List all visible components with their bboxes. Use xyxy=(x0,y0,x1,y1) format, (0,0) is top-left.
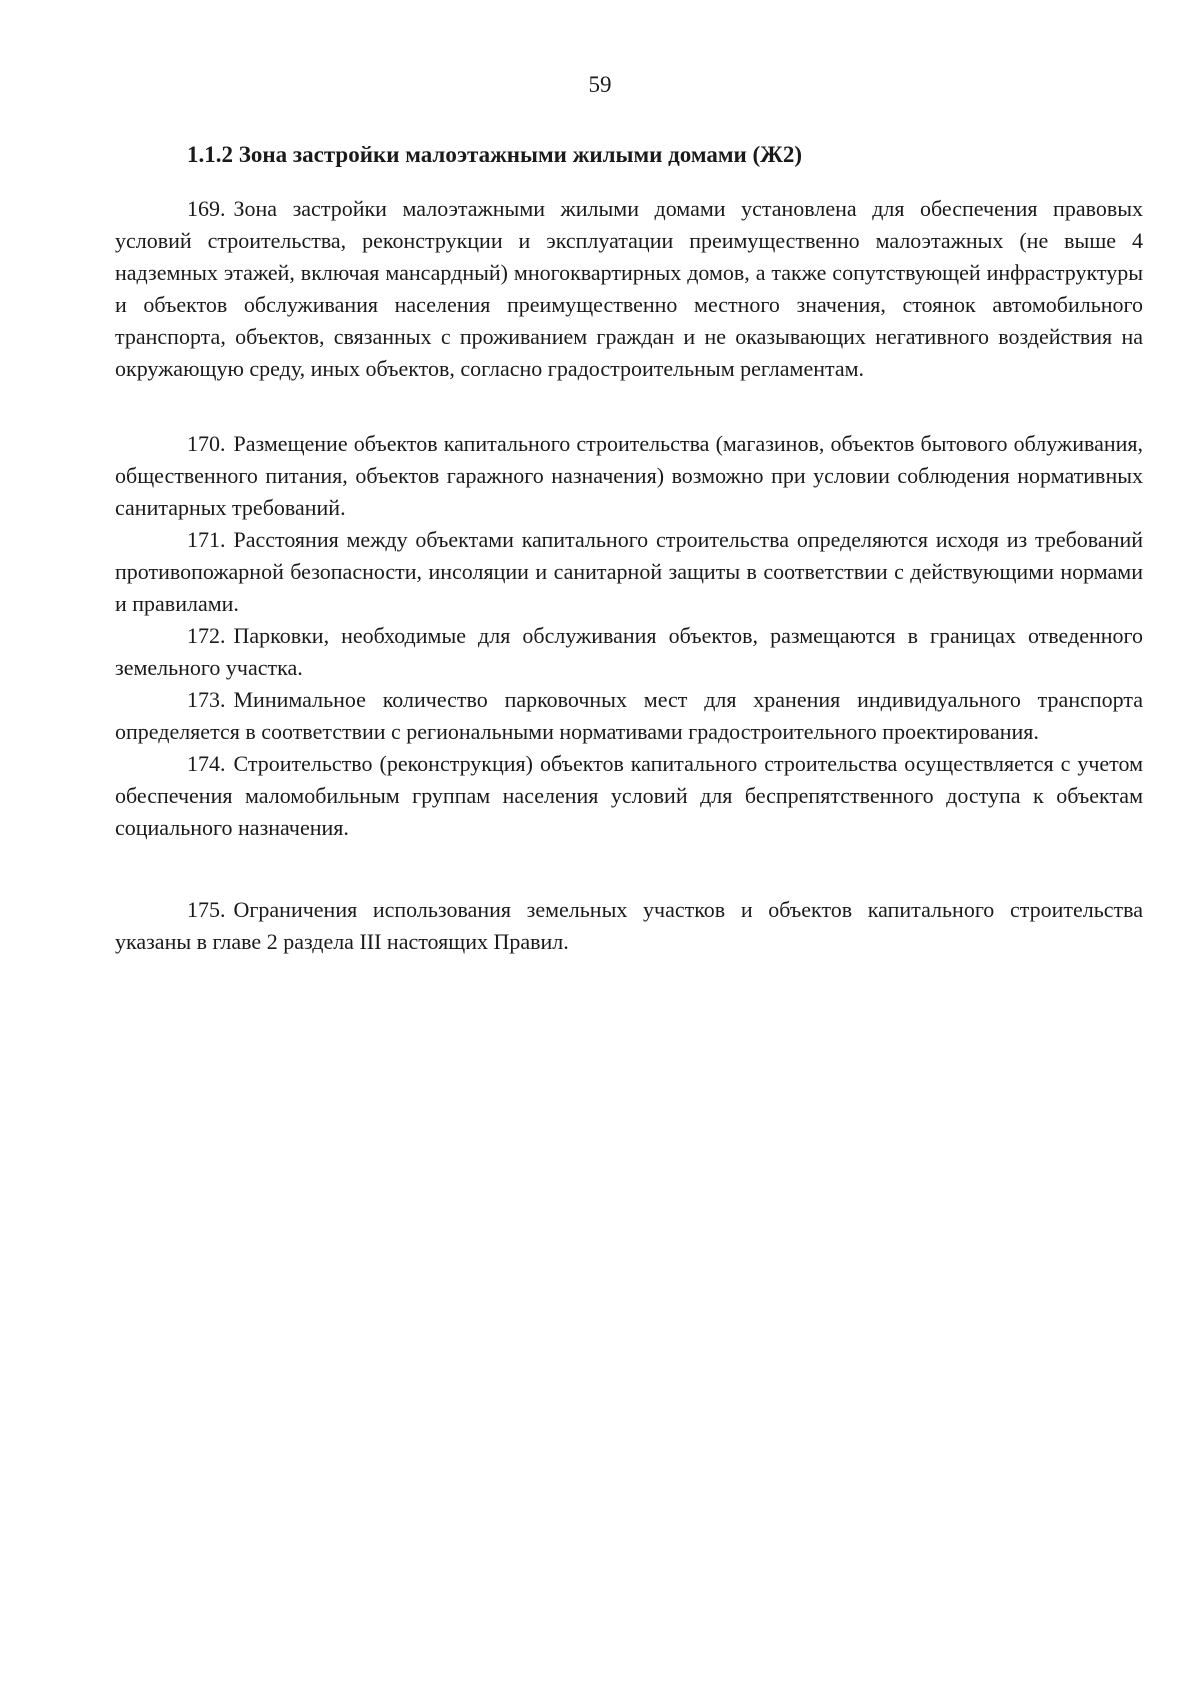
paragraph-text: Зона застройки малоэтажными жилыми домами установлена для обеспечения правовых условий строительства, реконструкции и эксплуатации преимущественно малоэтажных (не выше 4 надземных этажей, включая мансардный) многоквартирных домов, а также сопутствующей инфраструктуры и объектов обслуживания населения преимущественно местного значения, стоянок автомобильного транспорта, объектов, связанных с проживанием граждан и не оказывающих негативного воздействия на окружающую среду, иных объектов, согласно градостроительным регламентам. xyxy=(115,196,1143,381)
paragraph-170 xyxy=(115,428,1143,524)
paragraph-block xyxy=(115,428,1143,844)
paragraph-text: Размещение объектов капитального строительства (магазинов, объектов бытового облуживания, общественного питания, объектов гаражного назначения) возможно при условии соблюдения нормативных санитарных требований. xyxy=(115,431,1143,520)
paragraph-number: 173. xyxy=(187,687,226,712)
paragraph-number: 172. xyxy=(187,623,226,648)
paragraph-175 xyxy=(115,894,1143,958)
paragraph-174 xyxy=(115,748,1143,844)
page-number: 59 xyxy=(588,72,612,97)
paragraph-173 xyxy=(115,684,1143,748)
paragraph-172 xyxy=(115,620,1143,684)
paragraph-171 xyxy=(115,524,1143,620)
paragraph-number: 174. xyxy=(187,751,226,776)
paragraph-block xyxy=(115,894,1143,958)
paragraph-number: 169. xyxy=(187,196,226,221)
section-title: 1.1.2 Зона застройки малоэтажными жилыми домами (Ж2) xyxy=(187,142,803,167)
paragraph-number: 171. xyxy=(187,527,226,552)
paragraph-text: Ограничения использования земельных участков и объектов капитального строительства указаны в главе 2 раздела III настоящих Правил. xyxy=(115,897,1143,954)
paragraph-169 xyxy=(115,193,1143,385)
paragraph-text: Строительство (реконструкция) объектов капитального строительства осуществляется с учетом обеспечения маломобильным группам населения условий для беспрепятственного доступа к объектам социального назначения. xyxy=(115,751,1143,840)
paragraph-number: 175. xyxy=(187,897,226,922)
paragraph-text: Расстояния между объектами капитального строительства определяются исходя из требований противопожарной безопасности, инсоляции и санитарной защиты в соответствии с действующими нормами и правилами. xyxy=(115,527,1143,616)
paragraph-number: 170. xyxy=(187,431,226,456)
paragraph-text: Парковки, необходимые для обслуживания объектов, размещаются в границах отведенного земельного участка. xyxy=(115,623,1143,680)
paragraph-text: Минимальное количество парковочных мест для хранения индивидуального транспорта определяется в соответствии с региональными нормативами градостроительного проектирования. xyxy=(115,687,1143,744)
paragraph-block xyxy=(115,193,1143,385)
